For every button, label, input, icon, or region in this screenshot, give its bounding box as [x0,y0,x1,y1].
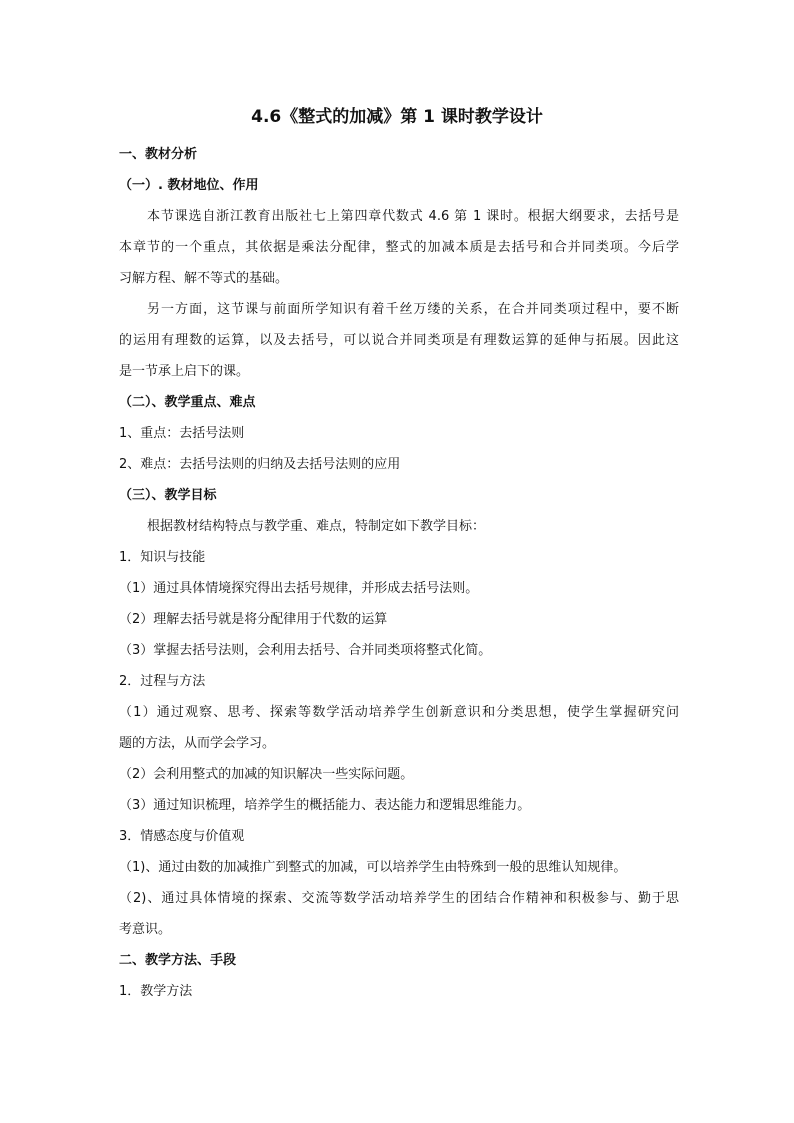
goal-item: （1）通过具体情境探究得出去括号规律，并形成去括号法则。 [119,581,479,596]
goal-item-continuation: 题的方法，从而学会学习。 [119,736,276,751]
goal-heading-process-method: 2．过程与方法 [119,674,206,689]
section-heading-textbook-analysis: 一、教材分析 [119,147,198,162]
subheading-teaching-goals: （三）、教学目标 [119,488,217,503]
goal-heading-emotion-values: 3．情感态度与价值观 [119,829,245,844]
goal-heading-knowledge-skills: 1．知识与技能 [119,550,206,565]
document-title: 4.6《整式的加减》第 1 课时教学设计 [251,107,543,127]
goal-item: （2）会利用整式的加减的知识解决一些实际问题。 [119,767,414,782]
subheading-status-role: （一）. 教材地位、作用 [119,178,259,193]
paragraph-line: 另一方面，这节课与前面所学知识有着千丝万缕的关系，在合并同类项过程中，要不断 [147,302,679,317]
paragraph-line: 习解方程、解不等式的基础。 [119,271,289,286]
paragraph-line: 是一节承上启下的课。 [119,364,250,379]
paragraph-line: 本章节的一个重点，其依据是乘法分配律，整式的加减本质是去括号和合并同类项。今后学 [119,240,679,255]
goal-item: （1）通过观察、思考、探索等数学活动培养学生创新意识和分类思想，使学生掌握研究问 [119,705,679,720]
key-point-line: 1、重点：去括号法则 [119,426,245,441]
goal-item: （2)、通过具体情境的探索、交流等数学活动培养学生的团结合作精神和积极参与、勤于思 [119,891,679,906]
goal-item: （2）理解去括号就是将分配律用于代数的运算 [119,612,388,627]
goal-item: （3）掌握去括号法则，会利用去括号、合并同类项将整式化简。 [119,643,492,658]
paragraph-line: 本节课选自浙江教育出版社七上第四章代数式 4.6 第 1 课时。根据大纲要求，去括号是 [147,209,679,224]
paragraph-line: 的运用有理数的运算，以及去括号，可以说合并同类项是有理数运算的延伸与拓展。因此这 [119,333,679,348]
difficult-point-line: 2、难点：去括号法则的归纳及去括号法则的应用 [119,457,401,472]
goal-item: （3）通过知识梳理，培养学生的概括能力、表达能力和逻辑思维能力。 [119,798,531,813]
subheading-key-difficult-points: （二）、教学重点、难点 [119,395,256,410]
goal-item: （1)、通过由数的加减推广到整式的加减，可以培养学生由特殊到一般的思维认知规律。 [119,860,627,875]
subheading-teaching-method: 1．教学方法 [119,984,193,999]
goal-item-continuation: 考意识。 [119,922,172,937]
goals-intro-line: 根据教材结构特点与教学重、难点，特制定如下教学目标： [147,519,486,534]
section-heading-teaching-methods: 二、教学方法、手段 [119,953,237,968]
